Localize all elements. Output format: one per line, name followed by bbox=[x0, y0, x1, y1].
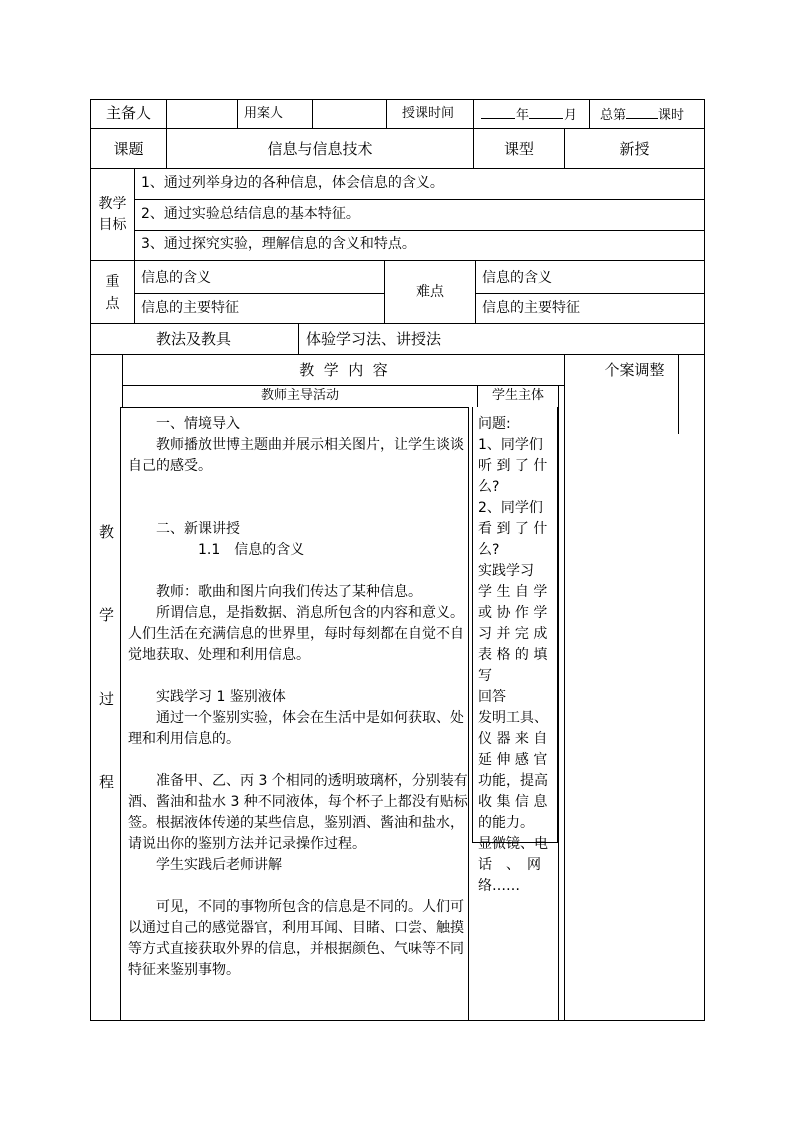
teacher-line: 自己的感受。 bbox=[128, 458, 212, 474]
teacher-line bbox=[128, 876, 466, 897]
teacher-line: 等方式直接获取外界的信息，并根据颜色、气味等不同 bbox=[128, 941, 464, 957]
teacher-line: 所谓信息，是指数据、消息所包含的内容和意义。 bbox=[128, 605, 464, 621]
focus-item-1: 信息的含义 bbox=[141, 270, 211, 286]
teacher-line bbox=[128, 750, 466, 771]
rule-focus-mid-left bbox=[134, 293, 384, 294]
teacher-line: 酒、酱油和盐水 3 种不同液体，每个杯子上都没有贴标 bbox=[128, 794, 468, 810]
content-header: 教 学 内 容 bbox=[299, 361, 388, 379]
student-line: 显微镜、电 bbox=[478, 836, 548, 852]
type-value: 新授 bbox=[619, 140, 650, 158]
student-line: 延 伸 感 官 bbox=[478, 752, 548, 768]
teacher-line: 二、新课讲授 bbox=[128, 521, 240, 537]
rule-right bbox=[704, 99, 705, 1021]
period-blank[interactable] bbox=[626, 104, 658, 119]
student-line: 1、同学们 bbox=[478, 437, 543, 453]
teacher-line: 准备甲、乙、丙 3 个相同的透明玻璃杯，分别装有 bbox=[128, 773, 468, 789]
month-char: 月 bbox=[564, 108, 578, 123]
preparer-label: 主备人 bbox=[105, 104, 151, 122]
student-line: 习 并 完 成 bbox=[478, 626, 548, 642]
teacher-line: 签。根据液体传递的某些信息，鉴别酒、酱油和盐水， bbox=[128, 815, 464, 831]
rule-top bbox=[90, 99, 705, 100]
teacher-header: 教师主导活动 bbox=[260, 388, 339, 403]
teacher-line: 觉地获取、处理和利用信息。 bbox=[128, 647, 310, 663]
student-line: 么? bbox=[478, 479, 500, 495]
teacher-line: 特征来鉴别事物。 bbox=[128, 962, 240, 978]
process-label-char-1: 教 bbox=[98, 523, 114, 541]
date-field[interactable] bbox=[481, 104, 577, 126]
rule-h-4 bbox=[386, 99, 387, 128]
rule-left bbox=[90, 99, 91, 1021]
difficulty-item-2: 信息的主要特征 bbox=[482, 300, 580, 316]
rule-content-header-bottom bbox=[122, 385, 564, 386]
student-line: 仪 器 来 自 bbox=[478, 731, 548, 747]
total-prefix: 总第 bbox=[600, 108, 627, 123]
goal-item-1: 1、通过列举身边的各种信息，体会信息的含义。 bbox=[141, 175, 444, 191]
student-line: 话 、 网 bbox=[478, 857, 541, 873]
rule-goal-2 bbox=[134, 230, 705, 231]
student-line: 络…… bbox=[478, 878, 520, 894]
process-label-char-3: 过 bbox=[98, 690, 114, 708]
rule-focus-bottom bbox=[90, 323, 705, 324]
rule-goals-label bbox=[134, 168, 135, 260]
student-line: 看 到 了 什 bbox=[478, 521, 548, 537]
rule-topic-bottom bbox=[90, 168, 705, 169]
rule-student-inner bbox=[558, 385, 559, 1021]
type-label: 课型 bbox=[503, 140, 534, 158]
teacher-line: 1.1 信息的含义 bbox=[128, 542, 305, 558]
rule-h-2 bbox=[237, 99, 238, 128]
focus-label-2: 点 bbox=[105, 296, 120, 312]
process-label-char-2: 学 bbox=[98, 606, 114, 624]
method-label: 教法及教具 bbox=[156, 330, 232, 348]
teacher-line: 请说出你的鉴别方法并记录操作过程。 bbox=[128, 836, 366, 852]
rule-goal-1 bbox=[134, 199, 705, 200]
month-blank[interactable] bbox=[529, 104, 563, 119]
teacher-line: 以通过自己的感觉器官，利用耳闻、目睹、口尝、触摸 bbox=[128, 920, 464, 936]
year-blank[interactable] bbox=[481, 104, 515, 119]
adjust-header: 个案调整 bbox=[604, 361, 665, 379]
rule-h-3 bbox=[312, 99, 313, 128]
rule-content-right bbox=[564, 354, 565, 1021]
student-line: 写 bbox=[478, 668, 492, 684]
rule-h-5 bbox=[473, 99, 474, 128]
teacher-activity-text bbox=[128, 414, 466, 981]
student-line: 发明工具、 bbox=[478, 710, 548, 726]
teacher-line: 教师播放世博主题曲并展示相关图片，让学生谈谈 bbox=[128, 437, 464, 453]
student-line: 收 集 信 息 bbox=[478, 794, 548, 810]
focus-label-1: 重 bbox=[105, 274, 120, 290]
year-char: 年 bbox=[516, 108, 530, 123]
rule-h-6 bbox=[589, 99, 590, 128]
goal-item-3: 3、通过探究实验，理解信息的含义和特点。 bbox=[141, 236, 416, 252]
student-line: 问题: bbox=[478, 416, 511, 432]
focus-item-2: 信息的主要特征 bbox=[141, 300, 239, 316]
goals-label-2: 目标 bbox=[98, 217, 127, 233]
time-label: 授课时间 bbox=[402, 106, 455, 121]
student-line: 学 生 自 学 bbox=[478, 584, 548, 600]
student-header: 学生主体 bbox=[491, 388, 544, 403]
rule-goals-bottom bbox=[90, 260, 705, 261]
difficulty-label: 难点 bbox=[416, 284, 444, 300]
teacher-line: 学生实践后老师讲解 bbox=[128, 857, 282, 873]
teacher-line bbox=[128, 477, 466, 498]
rule-header-bottom bbox=[90, 128, 705, 129]
student-line: 么? bbox=[478, 542, 500, 558]
rule-focus-mid-right bbox=[475, 293, 705, 294]
teacher-line bbox=[128, 666, 466, 687]
teacher-line: 实践学习 1 鉴别液体 bbox=[128, 689, 286, 705]
student-line: 回答 bbox=[478, 689, 506, 705]
student-line: 功能，提高 bbox=[478, 773, 548, 789]
student-line: 或 协 作 学 bbox=[478, 605, 548, 621]
teacher-line bbox=[128, 561, 466, 582]
teacher-line bbox=[128, 498, 466, 519]
rule-method bbox=[298, 323, 299, 354]
rule-method-bottom bbox=[90, 354, 705, 355]
teacher-line: 理和利用信息的。 bbox=[128, 731, 240, 747]
period-suffix: 课时 bbox=[658, 108, 685, 123]
goals-label-1: 教学 bbox=[98, 196, 127, 212]
student-line: 的能力。 bbox=[478, 815, 534, 831]
student-line: 听 到 了 什 bbox=[478, 458, 548, 474]
teacher-line: 教师：歌曲和图片向我们传达了某种信息。 bbox=[128, 584, 422, 600]
rule-focus-mid-2 bbox=[475, 260, 476, 323]
goal-item-2: 2、通过实验总结信息的基本特征。 bbox=[141, 206, 360, 222]
teacher-line: 可见，不同的事物所包含的信息是不同的。人们可 bbox=[128, 899, 464, 915]
topic-label: 课题 bbox=[113, 140, 144, 158]
student-line: 表 格 的 填 bbox=[478, 647, 548, 663]
rule-focus-label bbox=[134, 260, 135, 323]
student-activity-text bbox=[478, 414, 556, 897]
teacher-line: 人们生活在充满信息的世界里，每时每刻都在自觉不自 bbox=[128, 626, 464, 642]
period-field[interactable] bbox=[600, 104, 684, 126]
process-label-char-4: 程 bbox=[98, 773, 114, 791]
rule-h-1 bbox=[166, 99, 167, 128]
difficulty-item-1: 信息的含义 bbox=[482, 270, 552, 286]
teacher-line: 通过一个鉴别实验，体会在生活中是如何获取、处 bbox=[128, 710, 464, 726]
student-line: 2、同学们 bbox=[478, 500, 543, 516]
student-line: 实践学习 bbox=[478, 563, 534, 579]
method-value: 体验学习法、讲授法 bbox=[306, 330, 442, 348]
teacher-line: 一、情境导入 bbox=[128, 416, 240, 432]
user-label: 用案人 bbox=[244, 106, 284, 121]
topic-value: 信息与信息技术 bbox=[267, 140, 373, 158]
